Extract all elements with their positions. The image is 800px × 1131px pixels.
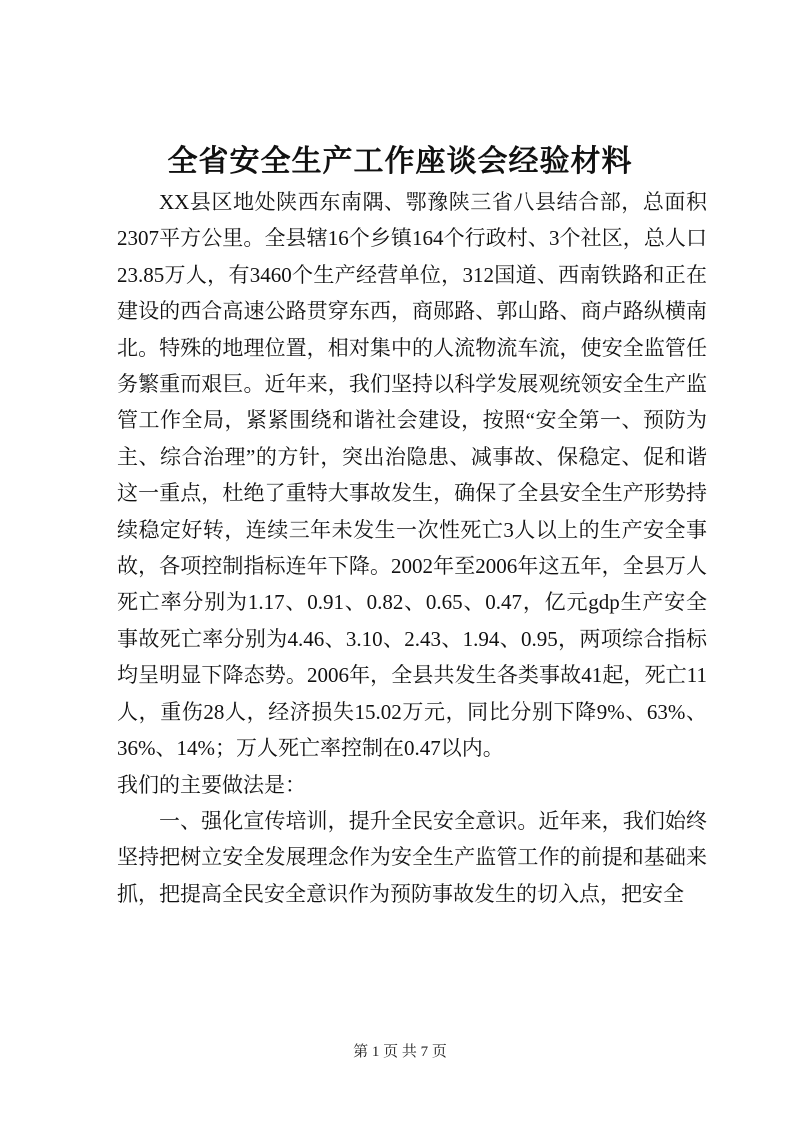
document-title: 全省安全生产工作座谈会经验材料 — [167, 145, 633, 178]
paragraph-section-one: 一、强化宣传培训，提升全民安全意识。近年来，我们始终坚持把树立安全发展理念作为安全生产监管工作的前提和基础来抓，把提高全民安全意识作为预防事故发生的切入点，把安全 — [117, 808, 707, 906]
page-number-footer: 第 1 页 共 7 页 — [353, 1044, 447, 1060]
paragraph-intro: XX县区地处陕西东南隅、鄂豫陕三省八县结合部，总面积2307平方公里。全县辖16个乡镇164个行政村、3个社区，总人口23.85万人，有3460个生产经营单位，312国道、西南铁路和正在建设的西合高速公路贯穿东西，商郧路、郭山路、商卢路纵横南北。特殊的地理位置，相对集中的人流物流车流，使安全监管任务繁重而艰巨。近年来，我们坚持以科学发展观统领安全生产监管工作全局，紧紧围绕和谐社会建设，按照“安全第一、预防为主、综合治理”的方针，突出治隐患、减事故、保稳定、促和谐这一重点，杜绝了重特大事故发生，确保了全县安全生产形势持续稳定好转，连续三年未发生一次性死亡3人以上的生产安全事故，各项控制指标连年下降。2002年至2006年这五年，全县万人死亡率分别为1.17、0.91、0.82、0.65、0.47，亿元gdp生产安全事故死亡率分别为4.46、3.10、2.43、1.94、0.95，两项综合指标均呈明显下降态势。2006年，全县共发生各类事故41起，死亡11人，重伤28人，经济损失15.02万元，同比分别下降9%、63%、36%、14%；万人死亡率控制在0.47以内。 — [117, 190, 708, 761]
paragraph-methods-lead: 我们的主要做法是： — [117, 772, 306, 797]
document-body — [117, 184, 707, 912]
